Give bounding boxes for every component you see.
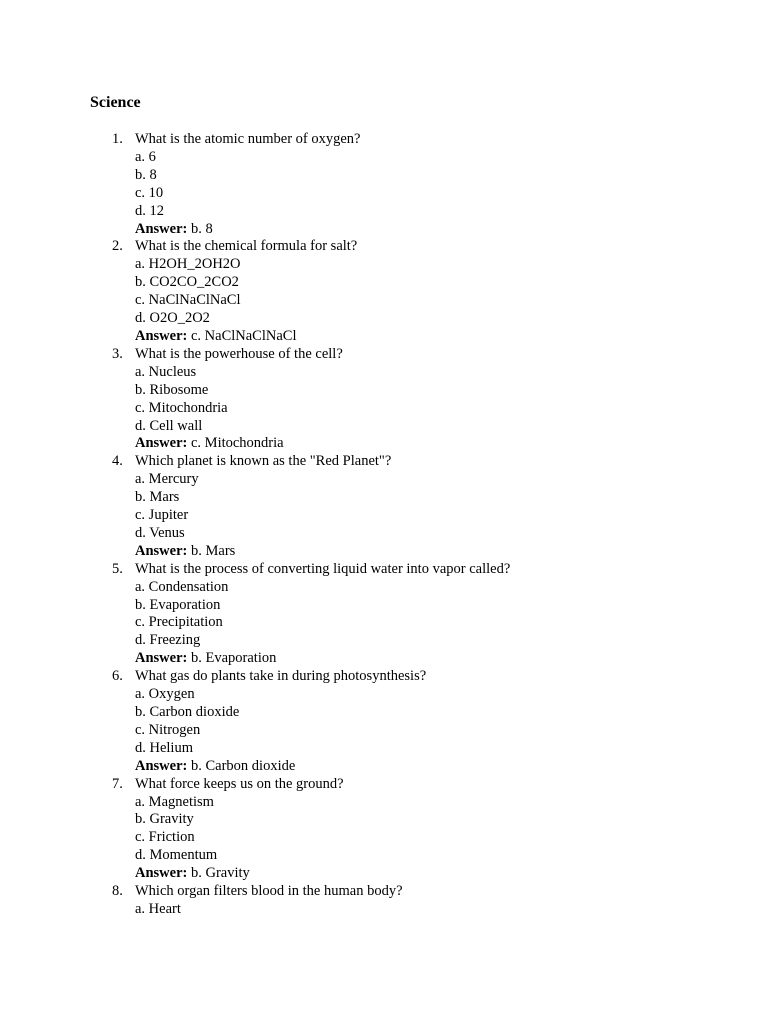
- question-text: What force keeps us on the ground?: [135, 775, 344, 792]
- question-number: 4.: [112, 453, 123, 470]
- answer-value: c. NaClNaClNaCl: [187, 327, 297, 344]
- answer-option: c. Nitrogen: [135, 721, 201, 738]
- question-number: 3.: [112, 345, 123, 362]
- answer-option: b. Evaporation: [135, 596, 221, 613]
- page-title: Science: [90, 94, 141, 111]
- answer-value: b. Gravity: [187, 865, 250, 882]
- question-text: Which planet is known as the "Red Planet"?: [135, 453, 392, 470]
- answer-value: b. Mars: [187, 542, 236, 559]
- answer-value: b. Evaporation: [187, 650, 277, 667]
- answer-option: c. Precipitation: [135, 614, 223, 631]
- question-item: [90, 668, 730, 775]
- answer-line: [135, 758, 730, 776]
- answer-option: d. Freezing: [135, 632, 201, 649]
- answer-option: c. Jupiter: [135, 507, 189, 524]
- answer-option: c. NaClNaClNaCl: [135, 292, 241, 309]
- question-list: [90, 131, 730, 919]
- question-text: What is the process of converting liquid water into vapor called?: [135, 560, 511, 577]
- answer-label: Answer:: [135, 327, 188, 344]
- answer-option: a. H2OH_2OH2O: [135, 256, 241, 273]
- answer-option: d. Helium: [135, 739, 193, 756]
- answer-option: b. Carbon dioxide: [135, 704, 240, 720]
- question-text: What is the powerhouse of the cell?: [135, 345, 343, 362]
- answer-line: [135, 221, 730, 239]
- answer-value: c. Mitochondria: [187, 435, 284, 452]
- question-number: 2.: [112, 238, 123, 255]
- question-item: [90, 561, 730, 668]
- answer-option: a. 6: [135, 148, 156, 165]
- answer-option: b. CO2CO_2CO2: [135, 274, 239, 291]
- answer-option: a. Nucleus: [135, 363, 197, 380]
- question-number: 8.: [112, 883, 123, 900]
- question-item: [90, 238, 730, 345]
- answer-line: [135, 650, 730, 668]
- question-item: [90, 453, 730, 560]
- answer-option: c. Mitochondria: [135, 399, 228, 416]
- question-item: [90, 776, 730, 883]
- question-text: What gas do plants take in during photosynthesis?: [135, 668, 427, 685]
- question-number: 5.: [112, 560, 123, 577]
- answer-option: b. 8: [135, 166, 157, 183]
- question-text: What is the atomic number of oxygen?: [135, 131, 361, 147]
- answer-line: [135, 328, 730, 346]
- answer-value: b. 8: [187, 220, 213, 237]
- answer-option: d. Venus: [135, 524, 185, 541]
- answer-line: [135, 865, 730, 883]
- answer-option: d. Cell wall: [135, 417, 203, 434]
- question-item: [90, 131, 730, 238]
- answer-label: Answer:: [135, 435, 188, 452]
- answer-option: a. Magnetism: [135, 793, 214, 810]
- answer-option: d. O2O_2O2: [135, 310, 210, 327]
- answer-line: [135, 435, 730, 453]
- question-number: 1.: [112, 131, 123, 147]
- answer-label: Answer:: [135, 865, 188, 882]
- answer-label: Answer:: [135, 542, 188, 559]
- answer-option: c. Friction: [135, 829, 195, 846]
- answer-option: a. Heart: [135, 900, 181, 917]
- answer-option: b. Ribosome: [135, 381, 209, 398]
- answer-option: c. 10: [135, 184, 164, 201]
- answer-option: d. 12: [135, 202, 164, 219]
- question-number: 6.: [112, 668, 123, 685]
- answer-option: a. Oxygen: [135, 686, 195, 703]
- answer-line: [135, 543, 730, 561]
- question-text: What is the chemical formula for salt?: [135, 238, 358, 255]
- answer-label: Answer:: [135, 650, 188, 667]
- answer-value: b. Carbon dioxide: [187, 757, 296, 774]
- answer-label: Answer:: [135, 220, 188, 237]
- answer-option: a. Condensation: [135, 578, 229, 595]
- answer-option: d. Momentum: [135, 847, 218, 864]
- question-item: [90, 883, 730, 919]
- question-text: Which organ filters blood in the human body?: [135, 883, 403, 900]
- answer-option: a. Mercury: [135, 471, 199, 488]
- answer-option: b. Gravity: [135, 811, 194, 828]
- question-item: [90, 346, 730, 453]
- answer-option: b. Mars: [135, 489, 180, 506]
- answer-label: Answer:: [135, 757, 188, 774]
- question-number: 7.: [112, 775, 123, 792]
